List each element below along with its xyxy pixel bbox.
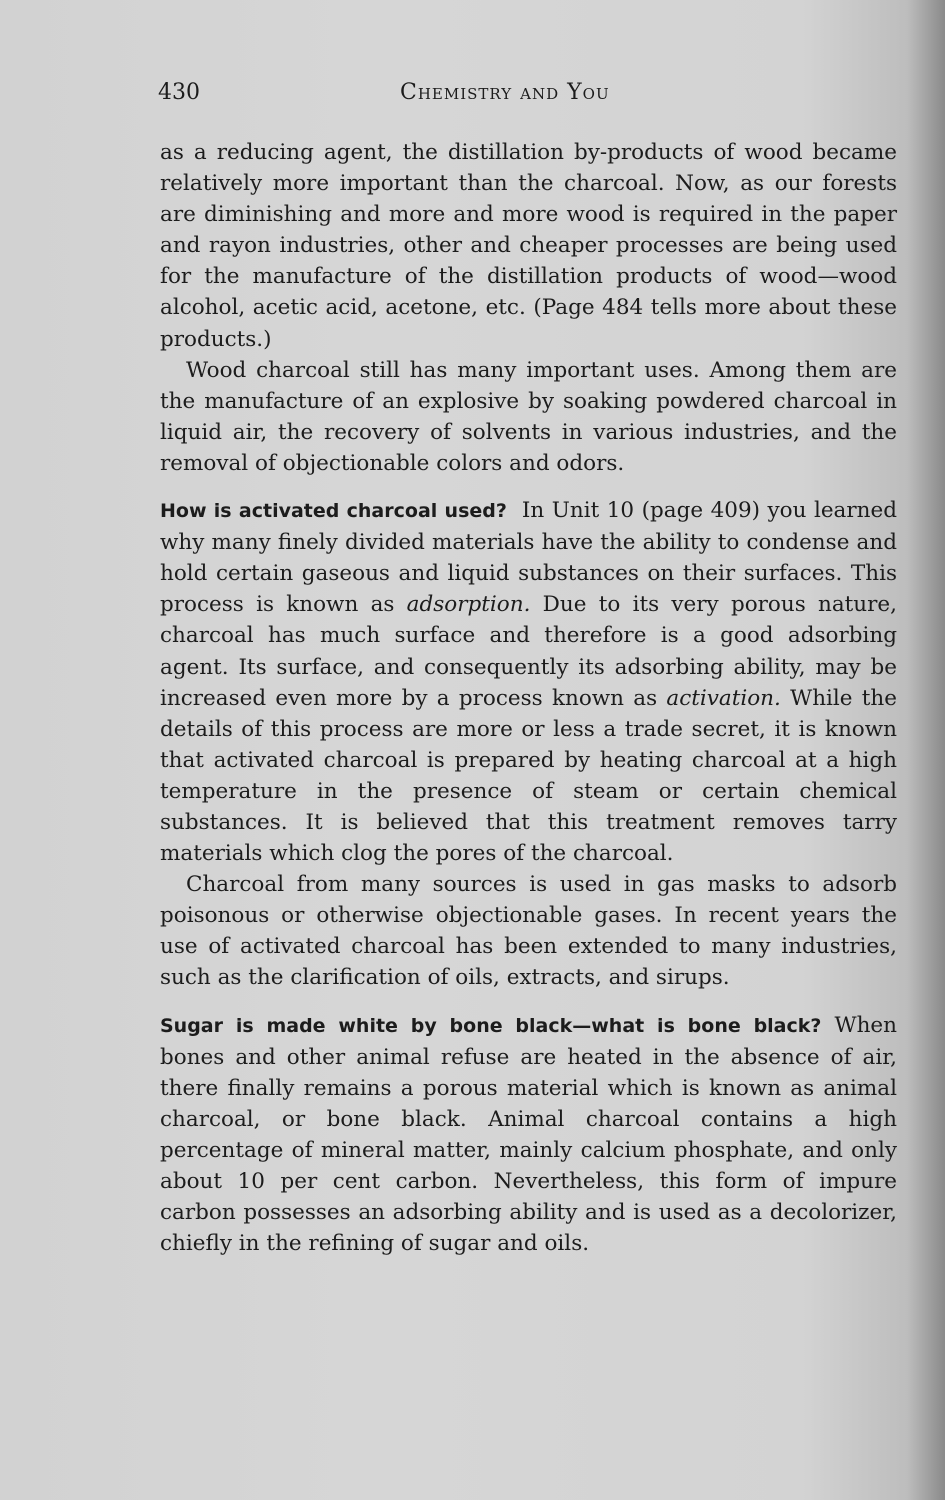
paragraph-bone-black — [160, 1010, 897, 1260]
activated-charcoal-text-b: Due to its very porous nature, charcoal has much surface and therefore is a good adsorbing agent. Its surface, and consequently its adsorbing ability, may be increased even more by a process known as — [160, 592, 897, 711]
running-title: Chemistry and You — [400, 80, 610, 105]
paragraph-gas-masks: Charcoal from many sources is used in gas masks to adsorb poisonous or otherwise objectionable gases. In recent years the use of activated charcoal has been extended to many industries, such as the clarification of oils, extracts, and sirups. — [160, 872, 897, 991]
term-activation: activation. — [666, 685, 781, 711]
page-number: 430 — [158, 80, 200, 105]
bone-black-text: When bones and other animal refuse are heated in the absence of air, there finally remains a porous material which is known as animal charcoal, or bone black. Animal charcoal contains a high percentage of mineral matter, mainly calcium phosphate, and only about 10 per cent carbon. Nevertheless, this form of impure carbon possesses an adsorbing ability and is used as a decolorizer, chiefly in the refining of sugar and oils. — [160, 1012, 897, 1257]
term-adsorption: adsorption. — [406, 592, 531, 618]
paragraph-distillation: as a reducing agent, the distillation by-products of wood became relatively more important than the charcoal. Now, as our forests are diminishing and more and more wood is required in the paper and rayon industries, other and cheaper processes are being used for the manufacture of the distillation products of wood—wood alcohol, acetic acid, acetone, etc. (Page 484 tells more about these products.) — [160, 140, 897, 352]
page-header — [158, 80, 898, 114]
paragraph-wood-charcoal-uses: Wood charcoal still has many important uses. Among them are the manufacture of an explosive by soaking powdered charcoal in liquid air, the recovery of solvents in various industries, and the removal of objectionable colors and odors. — [160, 357, 897, 476]
paragraph-activated-charcoal — [160, 495, 897, 869]
section-heading-activated-charcoal: How is activated charcoal used? — [160, 500, 507, 523]
section-heading-bone-black: Sugar is made white by bone black—what is bone black? — [160, 1014, 822, 1037]
page-body — [160, 137, 897, 1259]
activated-charcoal-text-c: While the details of this process are more or less a trade secret, it is known that activated charcoal is prepared by heating charcoal at a high temperature in the presence of steam or certain chemical substances. It is believed that this treatment removes tarry materials which clog the pores of the charcoal. — [160, 685, 897, 867]
activated-charcoal-text-a: In Unit 10 (page 409) you learned why many finely divided materials have the ability to condense and hold certain gaseous and liquid substances on their surfaces. This process is known as — [160, 498, 897, 618]
